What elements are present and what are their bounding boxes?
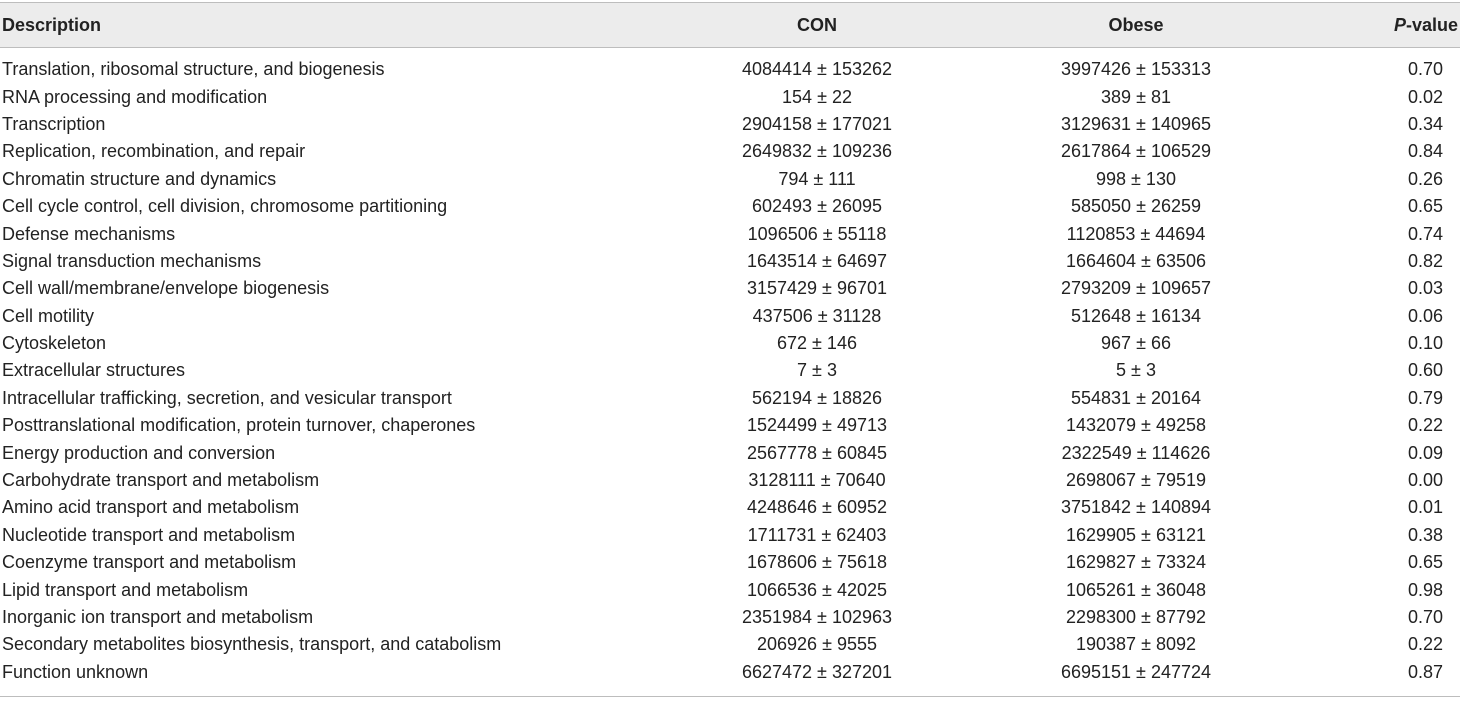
row-p-value: 0.26: [1407, 168, 1443, 189]
row-con-value: 437506 ± 31128: [752, 305, 882, 326]
row-con-value: 1643514 ± 64697: [746, 250, 887, 271]
table-row: [0, 549, 1460, 576]
row-obese-value: 967 ± 66: [1101, 333, 1171, 354]
row-p-value: 0.65: [1407, 552, 1443, 573]
table-row: [0, 303, 1460, 330]
row-con-value: 2904158 ± 177021: [741, 113, 893, 134]
table-row: [0, 193, 1460, 220]
table-header: [0, 3, 1460, 48]
row-con-value: 4248646 ± 60952: [746, 497, 887, 518]
header-description: Description: [0, 3, 600, 48]
cog-function-table: [0, 2, 1460, 697]
row-p-value: 0.82: [1407, 250, 1443, 271]
table-row: [0, 522, 1460, 549]
header-p-value: [1238, 3, 1460, 48]
row-description: Nucleotide transport and metabolism: [2, 524, 296, 545]
row-obese-value: 585050 ± 26259: [1071, 196, 1201, 217]
header-con: CON: [600, 3, 1034, 48]
row-con-value: 1096506 ± 55118: [747, 223, 887, 244]
row-obese-value: 2617864 ± 106529: [1060, 141, 1212, 162]
row-p-value: 0.60: [1407, 360, 1443, 381]
row-obese-value: 2298300 ± 87792: [1065, 607, 1206, 627]
row-description: Posttranslational modification, protein turnover, chaperones: [2, 415, 476, 436]
row-con-value: 1066536 ± 42025: [746, 579, 887, 600]
row-p-value: 0.65: [1407, 196, 1443, 217]
row-description: Lipid transport and metabolism: [2, 579, 249, 600]
table-row: [0, 83, 1460, 110]
table-row: [0, 412, 1460, 439]
table-row: [0, 439, 1460, 466]
row-con-value: 7 ± 3: [797, 360, 837, 381]
row-description: Secondary metabolites biosynthesis, transport, and catabolism: [2, 634, 502, 655]
row-p-value: 0.34: [1407, 113, 1443, 134]
row-obese-value: 512648 ± 16134: [1071, 305, 1201, 326]
row-p-value: 0.22: [1407, 634, 1443, 655]
row-obese-value: 5 ± 3: [1116, 360, 1156, 381]
row-con-value: 1524499 ± 49713: [746, 415, 887, 436]
row-con-value: 2649832 ± 109236: [741, 141, 893, 162]
row-description: Intracellular trafficking, secretion, and vesicular transport: [2, 387, 452, 408]
row-description: Transcription: [2, 113, 106, 134]
row-con-value: 6627472 ± 327201: [600, 659, 1034, 697]
table-row: [0, 604, 1460, 631]
row-description: Signal transduction mechanisms: [2, 250, 262, 271]
table-row: [0, 111, 1460, 138]
table-row: [0, 467, 1460, 494]
row-con-value: 2351984 ± 102963: [741, 607, 893, 627]
row-obese-value: 1629905 ± 63121: [1065, 524, 1206, 545]
row-obese-value: 6695151 ± 247724: [1034, 659, 1238, 697]
row-description: Cell cycle control, cell division, chromosome partitioning: [2, 196, 448, 217]
table-row: [0, 166, 1460, 193]
row-p-value: 0.09: [1407, 442, 1443, 463]
table-row: [0, 357, 1460, 384]
row-description: Cell motility: [2, 305, 95, 326]
row-p-value: 0.01: [1407, 497, 1443, 518]
table-row: [0, 631, 1460, 658]
table-row: [0, 220, 1460, 247]
row-p-value: 0.87: [1238, 659, 1460, 697]
row-con-value: 1711731 ± 62403: [747, 524, 887, 545]
row-con-value: 1678606 ± 75618: [746, 552, 887, 573]
row-obese-value: 2698067 ± 79519: [1065, 470, 1206, 491]
table-row: [0, 385, 1460, 412]
row-description: Chromatin structure and dynamics: [2, 168, 277, 189]
row-con-value: 602493 ± 26095: [752, 196, 882, 217]
row-p-value: 0.79: [1407, 387, 1443, 408]
row-p-value: 0.00: [1407, 470, 1443, 491]
row-obese-value: 1664604 ± 63506: [1065, 250, 1206, 271]
row-p-value: 0.10: [1407, 333, 1443, 354]
row-con-value: 206926 ± 9555: [757, 634, 877, 655]
row-obese-value: 1120853 ± 44694: [1066, 223, 1206, 244]
table-row: [0, 659, 1460, 697]
row-obese-value: 2793209 ± 109657: [1060, 278, 1212, 299]
row-description: Energy production and conversion: [2, 442, 276, 463]
row-obese-value: 389 ± 81: [1101, 86, 1171, 107]
row-description: Replication, recombination, and repair: [2, 141, 306, 162]
row-con-value: 4084414 ± 153262: [741, 59, 893, 80]
row-p-value: 0.70: [1407, 59, 1443, 80]
table-row: [0, 576, 1460, 603]
row-description: Cell wall/membrane/envelope biogenesis: [2, 278, 330, 299]
row-description: Amino acid transport and metabolism: [2, 497, 300, 518]
row-description: Function unknown: [0, 659, 600, 697]
row-obese-value: 3129631 ± 140965: [1060, 113, 1212, 134]
row-con-value: 3157429 ± 96701: [746, 278, 887, 299]
row-description: Inorganic ion transport and metabolism: [2, 607, 314, 627]
header-row: [0, 3, 1460, 48]
row-p-value: 0.98: [1407, 579, 1443, 600]
row-obese-value: 3997426 ± 153313: [1060, 59, 1212, 80]
row-description: Carbohydrate transport and metabolism: [2, 470, 320, 491]
table-body: [0, 48, 1460, 697]
table-row: [0, 275, 1460, 302]
header-obese: Obese: [1034, 3, 1238, 48]
table-row: [0, 48, 1460, 84]
row-p-value: 0.03: [1407, 278, 1443, 299]
row-p-value: 0.06: [1407, 305, 1443, 326]
row-obese-value: 1065261 ± 36048: [1065, 579, 1206, 600]
row-obese-value: 554831 ± 20164: [1071, 387, 1201, 408]
page: [0, 2, 1460, 707]
row-description: Coenzyme transport and metabolism: [2, 552, 297, 573]
row-con-value: 672 ± 146: [777, 333, 857, 354]
row-description: Defense mechanisms: [2, 223, 176, 244]
row-con-value: 794 ± 111: [778, 168, 856, 189]
header-p-suffix: -value: [1405, 14, 1458, 35]
row-description: Extracellular structures: [2, 360, 186, 381]
table-row: [0, 138, 1460, 165]
row-description: Cytoskeleton: [2, 333, 107, 354]
row-con-value: 3128111 ± 70640: [748, 470, 886, 491]
row-p-value: 0.74: [1407, 223, 1443, 244]
row-con-value: 154 ± 22: [782, 86, 852, 107]
table-row: [0, 330, 1460, 357]
row-obese-value: 1629827 ± 73324: [1065, 552, 1206, 573]
row-description: Translation, ribosomal structure, and biogenesis: [2, 59, 385, 80]
row-con-value: 2567778 ± 60845: [746, 442, 887, 463]
header-p-italic: P: [1393, 14, 1406, 35]
row-obese-value: 2322549 ± 114626: [1061, 442, 1211, 463]
row-obese-value: 1432079 ± 49258: [1065, 415, 1206, 436]
row-p-value: 0.84: [1407, 141, 1443, 162]
row-obese-value: 3751842 ± 140894: [1060, 497, 1212, 518]
row-con-value: 562194 ± 18826: [752, 387, 882, 408]
row-description: RNA processing and modification: [2, 86, 268, 107]
table-row: [0, 494, 1460, 521]
table-row: [0, 248, 1460, 275]
row-p-value: 0.22: [1407, 415, 1443, 436]
row-p-value: 0.02: [1407, 86, 1443, 107]
row-p-value: 0.38: [1407, 524, 1443, 545]
row-p-value: 0.70: [1407, 607, 1443, 627]
row-obese-value: 190387 ± 8092: [1076, 634, 1196, 655]
row-obese-value: 998 ± 130: [1096, 168, 1176, 189]
